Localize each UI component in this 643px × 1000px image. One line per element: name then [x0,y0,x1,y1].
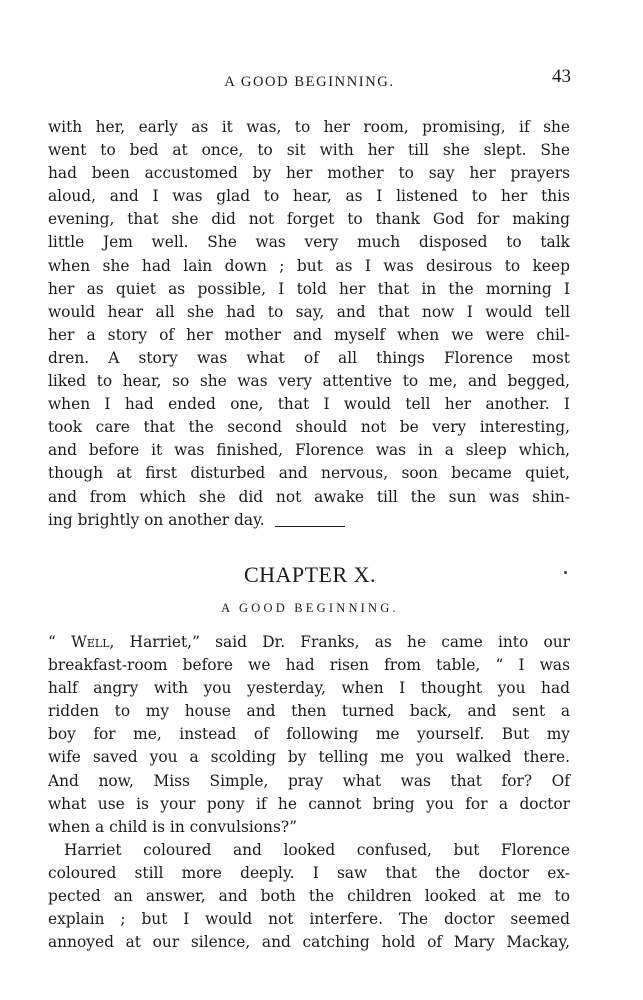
text-line: little Jem well. She was very much disposed to talk [48,233,570,252]
text-line: what use is your pony if he cannot bring you for a doctor [48,794,570,813]
text-line: would hear all she had to say, and that now I would tell [48,302,570,321]
text-line: ridden to my house and then turned back, and sent a [48,702,570,721]
page-number: 43 [552,66,571,87]
paragraph-two [48,839,570,954]
text-line: took care that the second should not be very interesting, [48,418,570,437]
paragraph-one [48,631,570,839]
text-line: annoyed at our silence, and catching hold of Mary Mackay, [48,933,570,952]
text-line: explain ; but I would not interfere. The doctor seemed [48,910,570,929]
opening-word: Well [71,633,110,651]
print-speck [564,571,567,574]
text-line: went to bed at once, to sit with her till she slept. She [48,141,570,160]
text-line: aloud, and I was glad to hear, as I listened to her this [48,187,570,206]
text-line: liked to hear, so she was very attentive to me, and begged, [48,372,570,391]
text-line: and from which she did not awake till the sun was shin- [48,487,570,506]
text-line: when I had ended one, that I would tell her another. I [48,395,570,414]
text-line: breakfast-room before we had risen from table, “ I was [48,656,570,675]
text-line: and before it was finished, Florence was in a sleep which, [48,441,570,460]
first-line-rest: , Harriet,” said Dr. Franks, as he came into our [109,633,570,651]
chapter-title: CHAPTER X. [243,562,377,587]
chapter-subtitle: A GOOD BEGINNING. [221,601,399,615]
text-line: had been accustomed by her mother to say her prayers [48,164,570,183]
text-line: though at first disturbed and nervous, soon became quiet, [48,464,570,483]
text-line: And now, Miss Simple, pray what was that for? Of [48,771,570,790]
text-line: dren. A story was what of all things Florence most [48,348,570,367]
section-divider [275,526,345,527]
text-line: half angry with you yesterday, when I thought you had [48,679,570,698]
text-line: Harriet coloured and looked confused, but Florence [64,841,570,859]
text-line: evening, that she did not forget to thank God for making [48,210,570,229]
text-line: her as quiet as possible, I told her that in the morning I [48,279,570,298]
text-line: when she had lain down ; but as I was desirous to keep [48,256,570,275]
text-line: when a child is in convulsions?” [48,817,297,836]
running-title: A GOOD BEGINNING. [224,74,395,90]
running-head [48,66,571,92]
opening-quote: “ [48,633,72,651]
text-line: wife saved you a scolding by telling me you walked there. [48,748,570,767]
text-line: with her, early as it was, to her room, promising, if she [48,118,570,136]
text-line [48,631,570,654]
paragraph-continued [48,116,570,532]
text-line: coloured still more deeply. I saw that the doctor ex- [48,864,570,883]
text-line: her a story of her mother and myself when we were chil- [48,325,570,344]
text-line: ing brightly on another day. [48,510,265,529]
text-line: boy for me, instead of following me yourself. But my [48,725,570,744]
text-line: pected an answer, and both the children looked at me to [48,887,570,906]
